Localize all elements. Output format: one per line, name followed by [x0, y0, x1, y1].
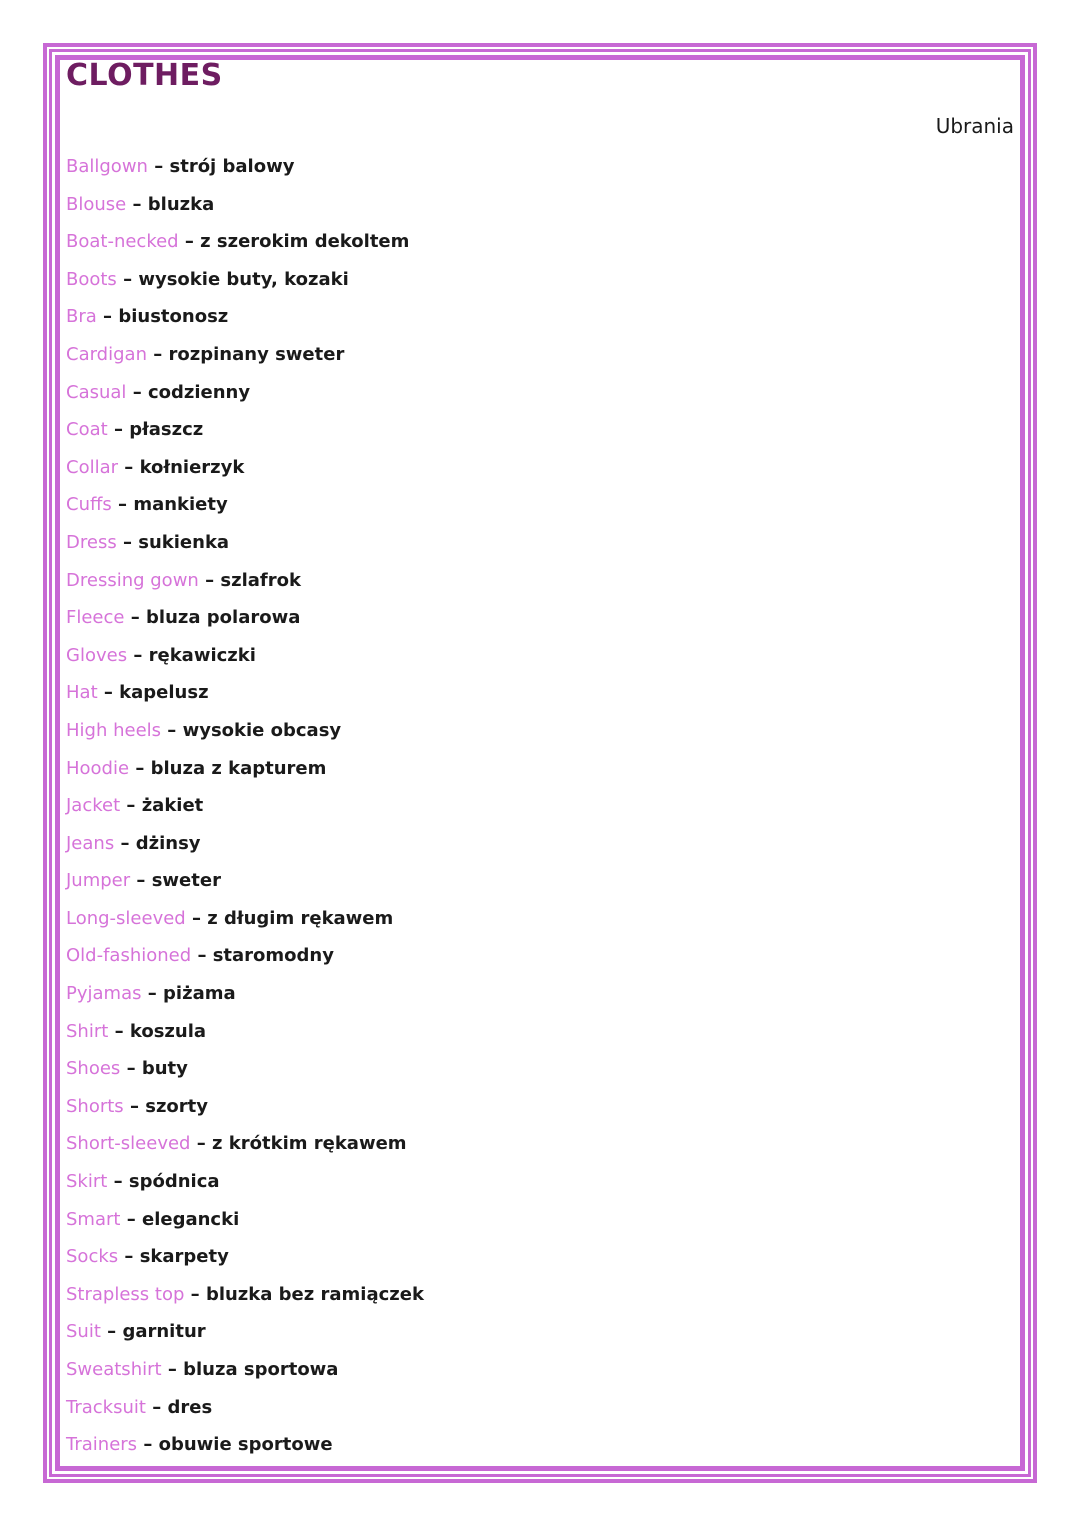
vocabulary-separator: –	[141, 983, 164, 1005]
vocabulary-term: Cardigan	[66, 343, 147, 365]
vocabulary-separator: –	[107, 419, 130, 441]
vocabulary-translation: rozpinany sweter	[168, 343, 345, 365]
page-subtitle: Ubrania	[935, 114, 1014, 138]
vocabulary-term: Short-sleeved	[66, 1133, 191, 1155]
vocabulary-translation: strój balowy	[169, 156, 295, 177]
vocabulary-item	[66, 341, 424, 379]
vocabulary-item	[66, 679, 424, 717]
vocabulary-translation: bluza polarowa	[146, 607, 301, 629]
vocabulary-separator: –	[145, 1396, 168, 1418]
vocabulary-translation: garnitur	[122, 1321, 206, 1343]
vocabulary-term: Jumper	[66, 870, 131, 892]
vocabulary-separator: –	[126, 193, 148, 215]
vocabulary-term: Dress	[66, 531, 117, 553]
vocabulary-item	[66, 491, 424, 529]
vocabulary-term: Skirt	[66, 1171, 108, 1193]
vocabulary-translation: wysokie obcasy	[182, 719, 342, 741]
vocabulary-separator: –	[146, 343, 169, 365]
vocabulary-separator: –	[129, 757, 151, 779]
vocabulary-item	[66, 867, 424, 905]
vocabulary-term: Tracksuit	[66, 1396, 146, 1418]
vocabulary-item	[66, 980, 424, 1018]
vocabulary-item	[66, 567, 424, 605]
vocabulary-item	[66, 454, 424, 492]
vocabulary-item	[66, 1093, 424, 1131]
vocabulary-term: Boots	[66, 268, 117, 290]
vocabulary-item	[66, 1318, 424, 1356]
vocabulary-translation: kołnierzyk	[139, 456, 245, 478]
vocabulary-term: Jeans	[66, 832, 115, 854]
vocabulary-item	[66, 717, 424, 755]
vocabulary-translation: elegancki	[142, 1208, 240, 1230]
vocabulary-translation: szorty	[145, 1095, 209, 1117]
vocabulary-translation: koszula	[129, 1020, 207, 1042]
vocabulary-item	[66, 379, 424, 417]
vocabulary-separator: –	[97, 682, 120, 704]
vocabulary-separator: –	[107, 1171, 129, 1193]
vocabulary-separator: –	[161, 1359, 184, 1380]
vocabulary-term: Trainers	[66, 1434, 138, 1456]
vocabulary-item	[66, 1018, 424, 1056]
vocabulary-translation: mankiety	[133, 494, 228, 516]
vocabulary-term: Strapless top	[66, 1283, 185, 1305]
vocabulary-translation: sweter	[151, 870, 221, 892]
vocabulary-separator: –	[191, 945, 213, 967]
vocabulary-item	[66, 1243, 424, 1281]
vocabulary-item	[66, 942, 424, 980]
vocabulary-translation: buty	[141, 1058, 188, 1080]
vocabulary-separator: –	[96, 306, 119, 328]
vocabulary-item	[66, 1168, 424, 1206]
vocabulary-translation: skarpety	[139, 1246, 229, 1268]
vocabulary-term: Coat	[66, 419, 108, 441]
vocabulary-term: Hoodie	[66, 757, 130, 779]
vocabulary-list	[66, 153, 424, 1469]
vocabulary-term: Old-fashioned	[66, 945, 192, 967]
vocabulary-term: Dressing gown	[66, 569, 199, 591]
vocabulary-separator: –	[184, 1283, 206, 1305]
vocabulary-item	[66, 792, 424, 830]
vocabulary-translation: szlafrok	[220, 569, 301, 591]
vocabulary-item	[66, 830, 424, 868]
vocabulary-term: Socks	[66, 1246, 119, 1268]
vocabulary-translation: rękawiczki	[148, 644, 256, 666]
vocabulary-item	[66, 1055, 424, 1093]
vocabulary-translation: spódnica	[128, 1171, 220, 1193]
vocabulary-term: Pyjamas	[66, 983, 142, 1005]
vocabulary-separator: –	[111, 494, 134, 516]
vocabulary-separator: –	[118, 456, 140, 478]
vocabulary-separator: –	[147, 156, 170, 177]
vocabulary-term: Fleece	[66, 607, 125, 629]
vocabulary-term: Gloves	[66, 644, 128, 666]
vocabulary-term: Boat-necked	[66, 231, 179, 253]
vocabulary-translation: z szerokim dekoltem	[200, 231, 410, 253]
vocabulary-item	[66, 266, 424, 304]
vocabulary-item	[66, 604, 424, 642]
vocabulary-term: Jacket	[66, 795, 121, 817]
vocabulary-term: Casual	[66, 381, 127, 403]
vocabulary-separator: –	[100, 1321, 123, 1343]
vocabulary-term: Suit	[66, 1321, 101, 1343]
vocabulary-translation: sukienka	[138, 531, 230, 553]
vocabulary-item	[66, 1431, 424, 1469]
vocabulary-item	[66, 228, 424, 266]
vocabulary-translation: bluzka	[147, 193, 215, 215]
vocabulary-item	[66, 905, 424, 943]
vocabulary-translation: staromodny	[212, 945, 334, 967]
vocabulary-translation: bluzka bez ramiączek	[205, 1283, 424, 1305]
vocabulary-term: Bra	[66, 306, 97, 328]
vocabulary-translation: kapelusz	[119, 682, 209, 704]
vocabulary-separator: –	[116, 268, 139, 290]
vocabulary-translation: bluza z kapturem	[150, 757, 327, 779]
vocabulary-term: Ballgown	[66, 156, 148, 177]
vocabulary-translation: wysokie buty, kozaki	[138, 268, 349, 290]
vocabulary-separator: –	[120, 1208, 142, 1230]
vocabulary-item	[66, 1130, 424, 1168]
vocabulary-term: Shorts	[66, 1095, 124, 1117]
vocabulary-translation: z długim rękawem	[207, 907, 394, 929]
vocabulary-translation: piżama	[163, 983, 236, 1005]
vocabulary-separator: –	[120, 1058, 142, 1080]
vocabulary-separator: –	[126, 381, 148, 403]
vocabulary-separator: –	[190, 1133, 213, 1155]
vocabulary-item	[66, 1356, 424, 1394]
vocabulary-term: Hat	[66, 682, 98, 704]
vocabulary-separator: –	[116, 531, 139, 553]
vocabulary-item	[66, 153, 424, 191]
vocabulary-separator: –	[120, 795, 142, 817]
vocabulary-term: Shirt	[66, 1020, 109, 1042]
vocabulary-term: Blouse	[66, 193, 127, 215]
vocabulary-separator: –	[118, 1246, 140, 1268]
vocabulary-separator: –	[178, 231, 201, 253]
vocabulary-translation: żakiet	[141, 795, 204, 817]
vocabulary-term: High heels	[66, 719, 162, 741]
page-title: CLOTHES	[66, 58, 223, 93]
vocabulary-term: Smart	[66, 1208, 121, 1230]
vocabulary-item	[66, 303, 424, 341]
vocabulary-translation: z krótkim rękawem	[212, 1133, 407, 1155]
vocabulary-separator: –	[198, 569, 221, 591]
vocabulary-item	[66, 191, 424, 229]
vocabulary-term: Cuffs	[66, 494, 112, 516]
vocabulary-item	[66, 1394, 424, 1432]
vocabulary-translation: obuwie sportowe	[158, 1434, 333, 1456]
vocabulary-term: Sweatshirt	[66, 1359, 162, 1380]
vocabulary-item	[66, 755, 424, 793]
vocabulary-translation: dres	[167, 1396, 213, 1418]
vocabulary-separator: –	[161, 719, 183, 741]
vocabulary-item	[66, 642, 424, 680]
vocabulary-term: Long-sleeved	[66, 907, 186, 929]
vocabulary-separator: –	[185, 907, 208, 929]
vocabulary-translation: biustonosz	[118, 306, 229, 328]
vocabulary-translation: dżinsy	[135, 832, 201, 854]
vocabulary-separator: –	[108, 1020, 130, 1042]
vocabulary-separator: –	[124, 607, 147, 629]
vocabulary-translation: bluza sportowa	[183, 1359, 339, 1380]
vocabulary-separator: –	[127, 644, 149, 666]
vocabulary-item	[66, 416, 424, 454]
vocabulary-separator: –	[123, 1095, 146, 1117]
vocabulary-item	[66, 1281, 424, 1319]
vocabulary-item	[66, 529, 424, 567]
vocabulary-term: Collar	[66, 456, 119, 478]
vocabulary-item	[66, 1206, 424, 1244]
vocabulary-separator: –	[137, 1434, 159, 1456]
vocabulary-term: Shoes	[66, 1058, 121, 1080]
vocabulary-translation: płaszcz	[129, 419, 204, 441]
vocabulary-separator: –	[130, 870, 152, 892]
vocabulary-separator: –	[114, 832, 136, 854]
vocabulary-translation: codzienny	[147, 381, 251, 403]
